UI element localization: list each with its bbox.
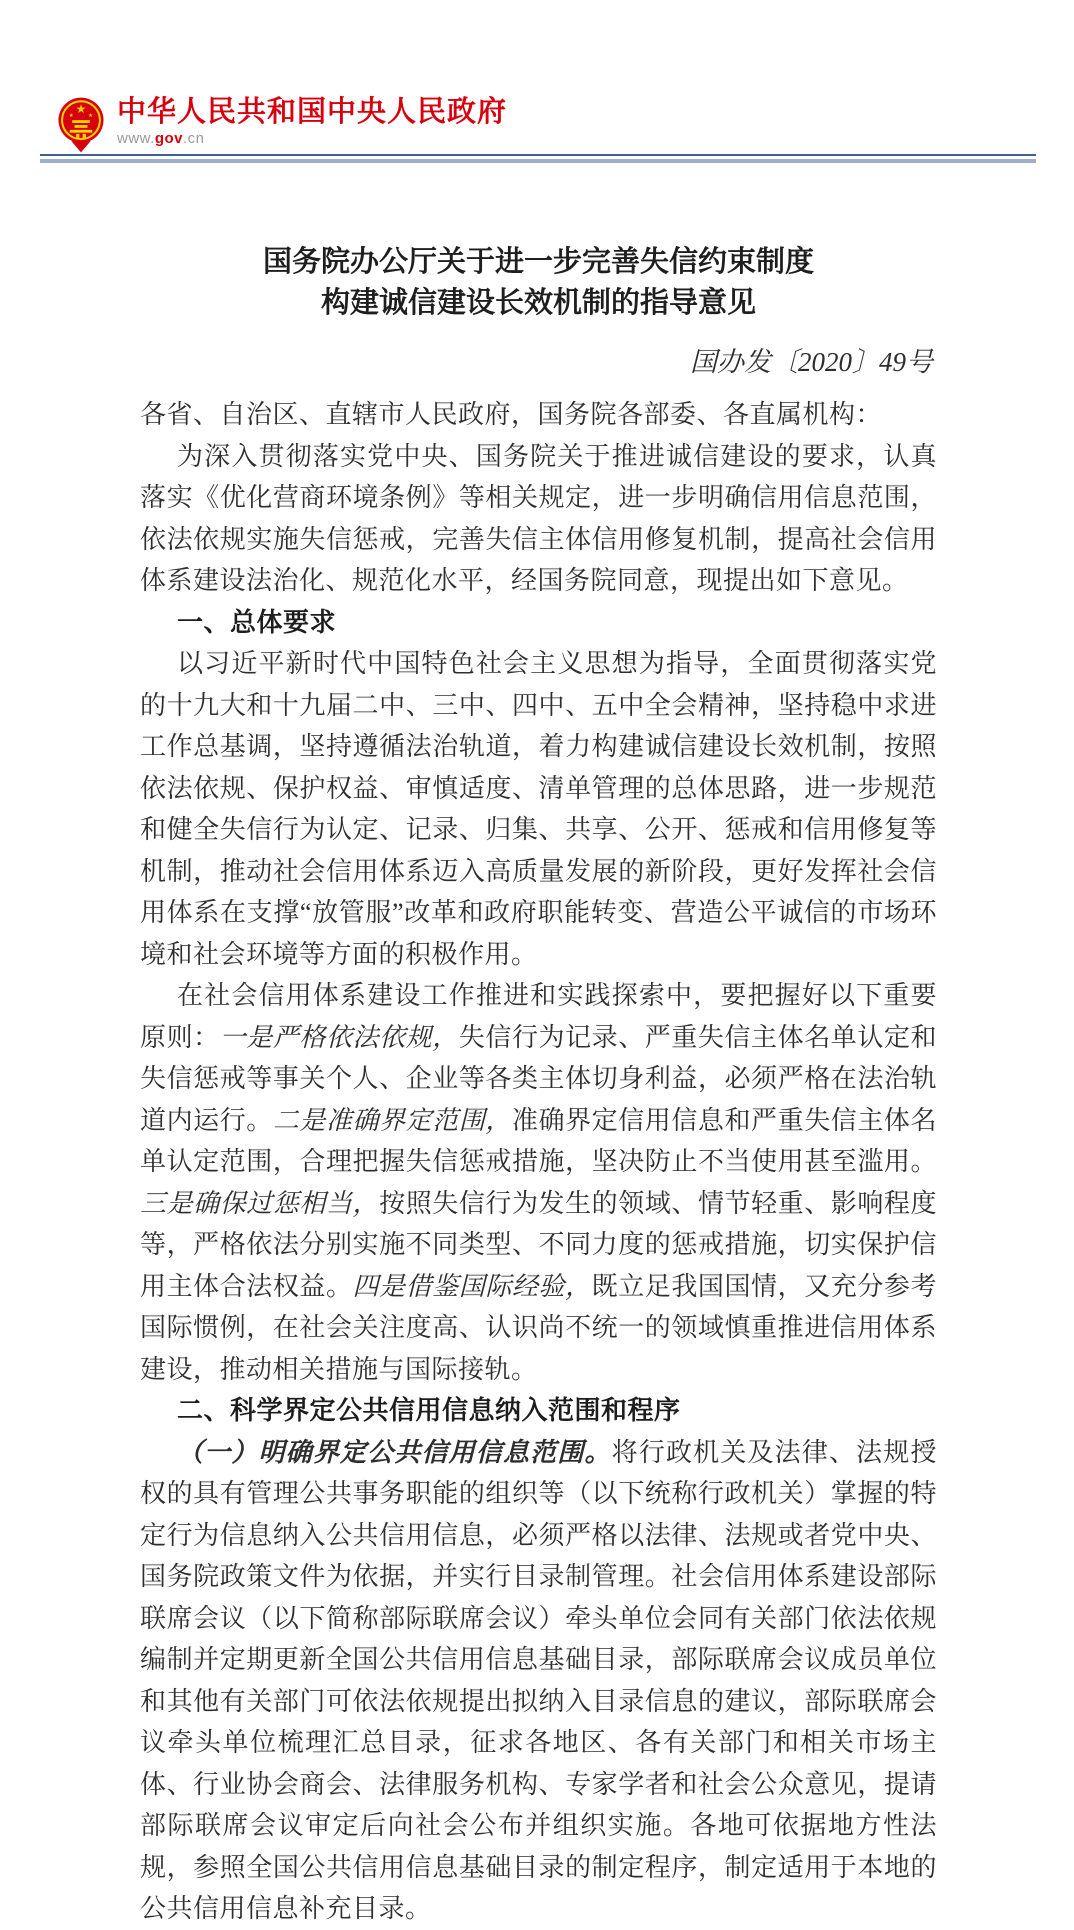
paragraph: [140, 1432, 937, 1930]
national-emblem-icon: [55, 96, 107, 154]
text-segment: 失信行为记录、严重失信主体名单认定和失信惩戒等事关个人、企业等各类主体切身利益，必须严格在法治轨道内运行。: [140, 1022, 937, 1135]
svg-text:★: ★: [88, 112, 94, 119]
document-title-line2: 构建诚信建设长效机制的指导意见: [320, 287, 756, 319]
document-page: [140, 242, 937, 1930]
gov-site-masthead[interactable]: [55, 96, 507, 154]
text-segment: 在社会信用体系建设工作推进和实践探索中，要把握好以下重要原则：: [140, 981, 937, 1052]
site-url: www.gov.cn: [117, 130, 205, 147]
text-segment: 二、科学界定公共信用信息纳入范围和程序: [177, 1395, 681, 1425]
text-segment: 三是确保过惩相当，: [140, 1188, 380, 1218]
text-segment: 一是严格依法依规，: [219, 1022, 459, 1052]
text-segment: 按照失信行为发生的领域、情节轻重、影响程度等，严格依法分别实施不同类型、不同力度的惩戒措施，切实保护信用主体合法权益。: [140, 1188, 937, 1301]
site-title: 中华人民共和国中央人民政府: [117, 96, 508, 128]
text-segment: （一）明确界定公共信用信息范围。: [177, 1437, 612, 1467]
salutation-line: [140, 394, 937, 436]
document-body: [140, 394, 937, 1930]
text-segment: 一、总体要求: [177, 606, 337, 637]
site-url-gov: gov: [154, 130, 184, 147]
text-segment: 二是准确界定范围，: [272, 1105, 512, 1135]
document-title-line1: 国务院办公厅关于进一步完善失信约束制度: [262, 246, 814, 278]
header-divider: [40, 154, 1036, 159]
document-title: [140, 242, 937, 324]
paragraph: [140, 975, 937, 1390]
text-segment: 准确界定信用信息和严重失信主体名单认定范围，合理把握失信惩戒措施，坚决防止不当使用甚至滥用。: [140, 1105, 937, 1176]
section-heading: [140, 1390, 937, 1432]
text-segment: 将行政机关及法律、法规授权的具有管理公共事务职能的组织等（以下统称行政机关）掌握的特定行为信息纳入公共信用信息，必须严格以法律、法规或者党中央、国务院政策文件为依据，并实行目录制管理。社会信用体系建设部际联席会议（以下简称部际联席会议）牵头单位会同有关部门依法依规编制并定期更新全国公共信用信息基础目录，部际联席会议成员单位和其他有关部门可依法依规提出拟纳入目录信息的建议，部际联席会议牵头单位梳理汇总目录，征求各地区、各有关部门和相关市场主体、行业协会商会、法律服务机构、专家学者和社会公众意见，提请部际联席会议审定后向社会公布并组织实施。各地可依据地方性法规，参照全国公共信用信息基础目录的制定程序，制定适用于本地的公共信用信息补充目录。: [140, 1437, 937, 1923]
text-segment: 四是借鉴国际经验，: [352, 1271, 592, 1301]
paragraph: [140, 643, 937, 975]
document-number: 国办发〔2020〕49号: [690, 347, 933, 377]
text-segment: 各省、自治区、直辖市人民政府，国务院各部委、各直属机构：: [140, 400, 883, 429]
text-segment: 为深入贯彻落实党中央、国务院关于推进诚信建设的要求，认真落实《优化营商环境条例》等相关规定，进一步明确信用信息范围，依法依规实施失信惩戒，完善失信主体信用修复机制，提高社会信用体系建设法治化、规范化水平，经国务院同意，现提出如下意见。: [140, 441, 937, 595]
text-segment: 以习近平新时代中国特色社会主义思想为指导，全面贯彻落实党的十九大和十九届二中、三中、四中、五中全会精神，坚持稳中求进工作总基调，坚持遵循法治轨道，着力构建诚信建设长效机制，按照依法依规、保护权益、审慎适度、清单管理的总体思路，进一步规范和健全失信行为认定、记录、归集、共享、公开、惩戒和信用修复等机制，推动社会信用体系迈入高质量发展的新阶段，更好发挥社会信用体系在支撑“放管服”改革和政府职能转变、营造公平诚信的市场环境和社会环境等方面的积极作用。: [140, 649, 937, 969]
section-heading: [140, 602, 937, 644]
svg-text:★: ★: [75, 101, 87, 116]
paragraph: [140, 436, 937, 602]
svg-text:★: ★: [68, 112, 74, 119]
text-segment: 既立足我国国情，又充分参考国际惯例，在社会关注度高、认识尚不统一的领域慎重推进信用体系建设，推动相关措施与国际接轨。: [140, 1271, 937, 1384]
